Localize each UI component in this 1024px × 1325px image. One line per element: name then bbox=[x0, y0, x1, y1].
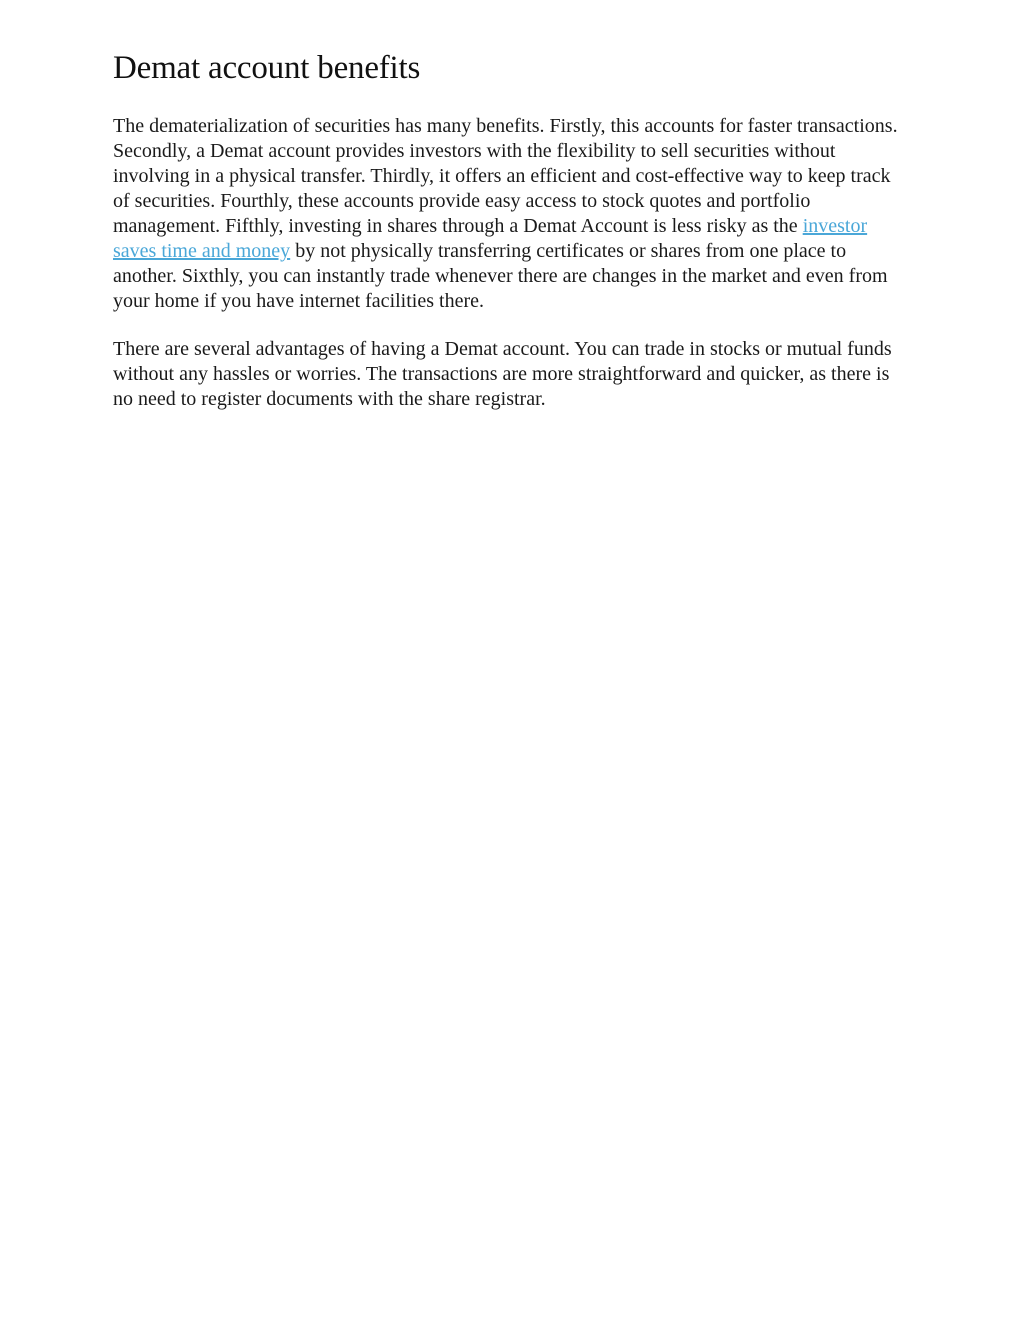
paragraph-advantages: There are several advantages of having a Demat account. You can trade in stocks or mutual funds without any hassles or worries. The transactions are more straightforward and quicker, as there is no need to register documents with the share registrar. bbox=[113, 338, 892, 410]
paragraph-benefits bbox=[113, 114, 903, 314]
paragraph-benefits-text-end: by not physically transferring certificates or shares from one place to another. Sixthly, you can instantly trade whenever there are changes in the market and even from your home if you have internet facilities there. bbox=[113, 240, 888, 312]
paragraph-benefits-text-start: The dematerialization of securities has many benefits. Firstly, this accounts for faster transactions. Secondly, a Demat account provides investors with the flexibility to sell securities without involving in a physical transfer. Thirdly, it offers an efficient and cost-effective way to keep track of securities. Fourthly, these accounts provide easy access to stock quotes and portfolio management. Fifthly, investing in shares through a Demat Account is less risky as the bbox=[113, 115, 898, 237]
investor-saves-time-link[interactable]: investor saves time and money bbox=[113, 215, 868, 262]
page-title: Demat account benefits bbox=[113, 50, 421, 86]
document-page bbox=[113, 46, 903, 412]
